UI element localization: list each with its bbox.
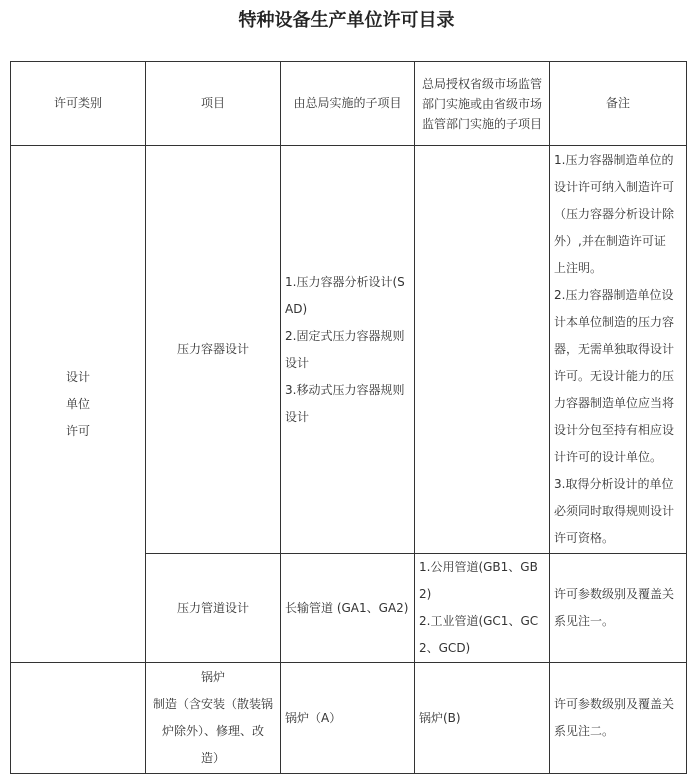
table-row bbox=[11, 146, 687, 554]
header-item: 项目 bbox=[146, 62, 281, 146]
page-title: 特种设备生产单位许可目录 bbox=[238, 10, 455, 31]
remark-boiler: 许可参数级别及覆盖关 系见注二。 bbox=[550, 663, 687, 774]
remark-pressure-vessel: 1.压力容器制造单位的 设计许可纳入制造许可 （压力容器分析设计除 外）,并在制造许可证 上注明。 2.压力容器制造单位设 计本单位制造的压力容 器，无需单独取得设计 许可。无设计能力的压 力容器制造单位应当将 设计分包至持有相应设 计许可的设计单位。 3.取得分析设计的单位 必须同时取得规则设计 许可资格。 bbox=[550, 146, 687, 554]
header-category: 许可类别 bbox=[11, 62, 146, 146]
header-sub-national: 由总局实施的子项目 bbox=[281, 62, 415, 146]
license-catalog-table bbox=[10, 61, 687, 774]
item-pressure-pipe-design: 压力管道设计 bbox=[146, 554, 281, 663]
item-pressure-vessel-design: 压力容器设计 bbox=[146, 146, 281, 554]
header-remarks: 备注 bbox=[550, 62, 687, 146]
remark-pipe: 许可参数级别及覆盖关 系见注一。 bbox=[550, 554, 687, 663]
sub-provincial-pipe: 1.公用管道(GB1、GB 2) 2.工业管道(GC1、GC 2、GCD) bbox=[415, 554, 550, 663]
item-boiler: 锅炉 制造（含安装（散装锅 炉除外）、修理、改 造） bbox=[146, 663, 281, 774]
sub-national-pipe: 长输管道 (GA1、GA2) bbox=[281, 554, 415, 663]
table-row bbox=[11, 663, 687, 774]
table-header-row bbox=[11, 62, 687, 146]
category-production-license bbox=[11, 663, 146, 774]
sub-provincial-boiler: 锅炉(B) bbox=[415, 663, 550, 774]
sub-national-boiler: 锅炉（A） bbox=[281, 663, 415, 774]
category-design-license: 设计 单位 许可 bbox=[11, 146, 146, 663]
sub-national-pressure-vessel: 1.压力容器分析设计(S AD) 2.固定式压力容器规则 设计 3.移动式压力容器规则 设计 bbox=[281, 146, 415, 554]
header-sub-provincial: 总局授权省级市场监管 部门实施或由省级市场 监管部门实施的子项目 bbox=[415, 62, 550, 146]
sub-provincial-pressure-vessel bbox=[415, 146, 550, 554]
